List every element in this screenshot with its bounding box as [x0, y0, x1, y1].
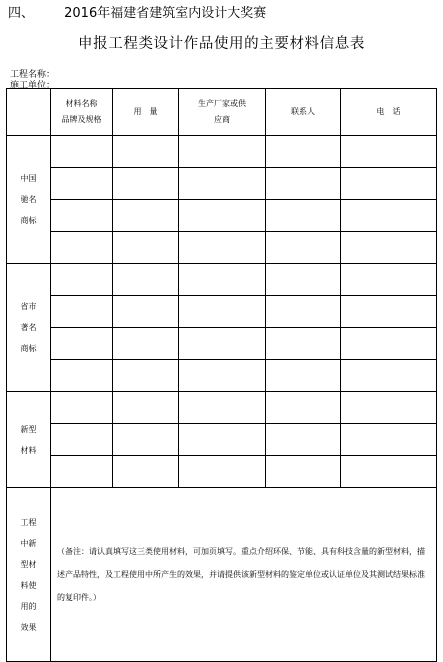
remarks-note[interactable]: （备注：请认真填写这三类使用材料，可加页填写。重点介绍环保、节能、具有科技含量的新型材料，描述产品特性，及工程使用中所产生的效果，并请提供该新型材料的鉴定单位或认证单位及其测试结果标准的复印件。） — [51, 488, 437, 662]
entry-cell[interactable] — [51, 264, 113, 296]
construction-unit-label: 施工单位： — [10, 81, 56, 91]
entry-cell[interactable] — [179, 200, 266, 232]
entry-cell[interactable] — [266, 360, 341, 392]
table-row — [7, 200, 437, 232]
table-row — [7, 264, 437, 296]
blank-header-cell — [7, 89, 51, 136]
entry-cell[interactable] — [113, 200, 179, 232]
entry-cell[interactable] — [113, 264, 179, 296]
entry-cell[interactable] — [179, 296, 266, 328]
entry-cell[interactable] — [51, 200, 113, 232]
entry-cell[interactable] — [179, 360, 266, 392]
entry-cell[interactable] — [266, 328, 341, 360]
entry-cell[interactable] — [51, 136, 113, 168]
header-phone: 电 话 — [341, 89, 437, 136]
entry-cell[interactable] — [113, 424, 179, 456]
section-label-provincial-famous: 省市 著名 商标 — [7, 264, 51, 392]
entry-cell[interactable] — [113, 136, 179, 168]
entry-cell[interactable] — [113, 360, 179, 392]
entry-cell[interactable] — [179, 392, 266, 424]
entry-cell[interactable] — [341, 136, 437, 168]
table-row — [7, 488, 437, 662]
materials-table — [6, 88, 437, 662]
section-heading — [8, 2, 266, 21]
entry-cell[interactable] — [113, 168, 179, 200]
entry-cell[interactable] — [266, 456, 341, 488]
entry-cell[interactable] — [113, 392, 179, 424]
table-row — [7, 424, 437, 456]
entry-cell[interactable] — [51, 328, 113, 360]
form-title: 申报工程类设计作品使用的主要材料信息表 — [78, 36, 365, 52]
section-label-usage-effect: 工程 中新 型材 料使 用的 效果 — [7, 488, 51, 662]
table-row — [7, 136, 437, 168]
entry-cell[interactable] — [266, 296, 341, 328]
table-row — [7, 296, 437, 328]
entry-cell[interactable] — [113, 456, 179, 488]
header-usage: 用 量 — [113, 89, 179, 136]
entry-cell[interactable] — [266, 424, 341, 456]
entry-cell[interactable] — [51, 168, 113, 200]
table-row — [7, 360, 437, 392]
entry-cell[interactable] — [341, 168, 437, 200]
entry-cell[interactable] — [341, 200, 437, 232]
table-row — [7, 392, 437, 424]
entry-cell[interactable] — [341, 328, 437, 360]
entry-cell[interactable] — [179, 424, 266, 456]
entry-cell[interactable] — [266, 168, 341, 200]
entry-cell[interactable] — [341, 456, 437, 488]
header-contact: 联系人 — [266, 89, 341, 136]
header-supplier: 生产厂家或供 应商 — [179, 89, 266, 136]
entry-cell[interactable] — [113, 232, 179, 264]
table-row — [7, 456, 437, 488]
entry-cell[interactable] — [51, 360, 113, 392]
entry-cell[interactable] — [266, 200, 341, 232]
project-name-label: 工程名称： — [10, 70, 56, 80]
entry-cell[interactable] — [179, 456, 266, 488]
entry-cell[interactable] — [341, 392, 437, 424]
entry-cell[interactable] — [266, 392, 341, 424]
entry-cell[interactable] — [179, 328, 266, 360]
entry-cell[interactable] — [266, 232, 341, 264]
entry-cell[interactable] — [179, 264, 266, 296]
entry-cell[interactable] — [341, 424, 437, 456]
entry-cell[interactable] — [179, 168, 266, 200]
entry-cell[interactable] — [51, 456, 113, 488]
table-row — [7, 328, 437, 360]
header-row — [7, 89, 437, 136]
entry-cell[interactable] — [179, 232, 266, 264]
entry-cell[interactable] — [341, 360, 437, 392]
section-number: 四、 — [8, 6, 35, 21]
header-material: 材料名称 品牌及规格 — [51, 89, 113, 136]
table-row — [7, 168, 437, 200]
entry-cell[interactable] — [341, 232, 437, 264]
section-label-china-famous: 中国 驰名 商标 — [7, 136, 51, 264]
section-label-new-materials: 新型 材料 — [7, 392, 51, 488]
table-row — [7, 232, 437, 264]
entry-cell[interactable] — [266, 264, 341, 296]
competition-title: 2016年福建省建筑室内设计大奖赛 — [64, 6, 267, 21]
entry-cell[interactable] — [51, 424, 113, 456]
entry-cell[interactable] — [179, 136, 266, 168]
entry-cell[interactable] — [266, 136, 341, 168]
entry-cell[interactable] — [51, 392, 113, 424]
entry-cell[interactable] — [51, 232, 113, 264]
entry-cell[interactable] — [113, 296, 179, 328]
entry-cell[interactable] — [341, 264, 437, 296]
entry-cell[interactable] — [113, 328, 179, 360]
entry-cell[interactable] — [51, 296, 113, 328]
entry-cell[interactable] — [341, 296, 437, 328]
